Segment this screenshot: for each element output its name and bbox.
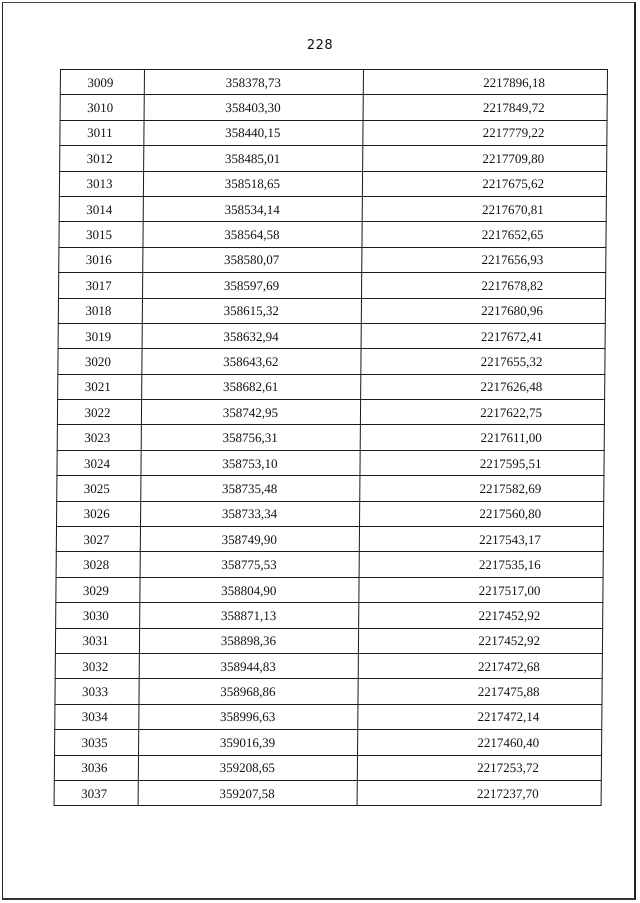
table-row xyxy=(56,603,603,628)
point-number-cell: 3032 xyxy=(55,653,139,678)
x-coordinate-cell: 358749,90 xyxy=(140,527,359,552)
point-number-cell: 3012 xyxy=(60,146,144,171)
point-number-cell: 3031 xyxy=(55,628,139,653)
y-coordinate-cell: 2217560,80 xyxy=(360,501,604,526)
table-row xyxy=(59,273,606,298)
x-coordinate-cell: 358580,07 xyxy=(143,247,362,272)
point-number-cell: 3023 xyxy=(57,425,141,450)
y-coordinate-cell: 2217656,93 xyxy=(362,247,606,272)
y-coordinate-cell: 2217517,00 xyxy=(359,577,603,602)
point-number-cell: 3021 xyxy=(58,374,142,399)
x-coordinate-cell: 358944,83 xyxy=(139,653,358,678)
y-coordinate-cell: 2217472,68 xyxy=(358,653,602,678)
point-number-cell: 3017 xyxy=(59,273,143,298)
y-coordinate-cell: 2217543,17 xyxy=(359,527,603,552)
x-coordinate-cell: 358403,30 xyxy=(144,95,363,120)
x-coordinate-cell: 358968,86 xyxy=(139,679,358,704)
y-coordinate-cell: 2217670,81 xyxy=(362,196,606,221)
x-coordinate-cell: 358804,90 xyxy=(140,577,359,602)
y-coordinate-cell: 2217652,65 xyxy=(362,222,606,247)
point-number-cell: 3036 xyxy=(54,755,138,780)
x-coordinate-cell: 358485,01 xyxy=(144,146,363,171)
point-number-cell: 3026 xyxy=(57,501,141,526)
point-number-cell: 3018 xyxy=(58,298,142,323)
x-coordinate-cell: 358753,10 xyxy=(141,450,360,475)
y-coordinate-cell: 2217622,75 xyxy=(360,400,604,425)
coordinates-table xyxy=(54,69,608,806)
x-coordinate-cell: 358534,14 xyxy=(143,196,362,221)
y-coordinate-cell: 2217595,51 xyxy=(360,450,604,475)
point-number-cell: 3025 xyxy=(57,476,141,501)
x-coordinate-cell: 358597,69 xyxy=(143,273,362,298)
table-row xyxy=(55,679,602,704)
point-number-cell: 3030 xyxy=(56,603,140,628)
x-coordinate-cell: 358643,62 xyxy=(142,349,361,374)
x-coordinate-cell: 358632,94 xyxy=(142,323,361,348)
x-coordinate-cell: 358742,95 xyxy=(141,400,360,425)
y-coordinate-cell: 2217675,62 xyxy=(362,171,606,196)
y-coordinate-cell: 2217452,92 xyxy=(359,603,603,628)
table-row xyxy=(59,196,606,221)
point-number-cell: 3027 xyxy=(56,527,140,552)
x-coordinate-cell: 358756,31 xyxy=(141,425,360,450)
table-row xyxy=(56,552,603,577)
point-number-cell: 3037 xyxy=(54,780,138,805)
point-number-cell: 3009 xyxy=(60,70,144,95)
point-number-cell: 3029 xyxy=(56,577,140,602)
y-coordinate-cell: 2217678,82 xyxy=(362,273,606,298)
table-row xyxy=(55,653,602,678)
table-row xyxy=(60,120,607,145)
y-coordinate-cell: 2217655,32 xyxy=(361,349,605,374)
table-row xyxy=(57,501,604,526)
y-coordinate-cell: 2217460,40 xyxy=(358,730,602,755)
table-row xyxy=(57,476,604,501)
page-number: 228 xyxy=(306,38,334,53)
table-row xyxy=(58,374,605,399)
table-row xyxy=(55,704,602,729)
x-coordinate-cell: 358682,61 xyxy=(142,374,361,399)
point-number-cell: 3035 xyxy=(55,730,139,755)
y-coordinate-cell: 2217472,14 xyxy=(358,704,602,729)
y-coordinate-cell: 2217672,41 xyxy=(361,323,605,348)
x-coordinate-cell: 359207,58 xyxy=(138,780,357,805)
point-number-cell: 3011 xyxy=(60,120,144,145)
x-coordinate-cell: 358615,32 xyxy=(142,298,361,323)
y-coordinate-cell: 2217582,69 xyxy=(360,476,604,501)
table-row xyxy=(58,323,605,348)
y-coordinate-cell: 2217680,96 xyxy=(361,298,605,323)
table-row xyxy=(59,222,606,247)
coordinates-table-body xyxy=(54,70,607,806)
table-row xyxy=(57,450,604,475)
table-row xyxy=(59,247,606,272)
table-row xyxy=(54,755,601,780)
y-coordinate-cell: 2217611,00 xyxy=(360,425,604,450)
y-coordinate-cell: 2217849,72 xyxy=(363,95,607,120)
x-coordinate-cell: 358775,53 xyxy=(140,552,359,577)
y-coordinate-cell: 2217253,72 xyxy=(357,755,601,780)
x-coordinate-cell: 358898,36 xyxy=(139,628,358,653)
x-coordinate-cell: 358378,73 xyxy=(144,70,363,95)
table-row xyxy=(55,730,602,755)
table-row xyxy=(60,146,607,171)
y-coordinate-cell: 2217535,16 xyxy=(359,552,603,577)
y-coordinate-cell: 2217237,70 xyxy=(357,780,601,805)
point-number-cell: 3010 xyxy=(60,95,144,120)
table-row xyxy=(57,400,604,425)
table-row xyxy=(55,628,602,653)
y-coordinate-cell: 2217626,48 xyxy=(361,374,605,399)
point-number-cell: 3013 xyxy=(59,171,143,196)
point-number-cell: 3014 xyxy=(59,196,143,221)
y-coordinate-cell: 2217779,22 xyxy=(363,120,607,145)
x-coordinate-cell: 359016,39 xyxy=(139,730,358,755)
point-number-cell: 3016 xyxy=(59,247,143,272)
table-row xyxy=(60,70,607,95)
point-number-cell: 3022 xyxy=(57,400,141,425)
point-number-cell: 3019 xyxy=(58,323,142,348)
point-number-cell: 3024 xyxy=(57,450,141,475)
table-row xyxy=(58,298,605,323)
x-coordinate-cell: 358564,58 xyxy=(143,222,362,247)
y-coordinate-cell: 2217896,18 xyxy=(363,70,607,95)
x-coordinate-cell: 358518,65 xyxy=(143,171,362,196)
y-coordinate-cell: 2217475,88 xyxy=(358,679,602,704)
x-coordinate-cell: 358440,15 xyxy=(144,120,363,145)
table-row xyxy=(56,527,603,552)
x-coordinate-cell: 358733,34 xyxy=(141,501,360,526)
point-number-cell: 3015 xyxy=(59,222,143,247)
table-row xyxy=(58,349,605,374)
point-number-cell: 3028 xyxy=(56,552,140,577)
point-number-cell: 3020 xyxy=(58,349,142,374)
table-row xyxy=(57,425,604,450)
table-row xyxy=(56,577,603,602)
y-coordinate-cell: 2217452,92 xyxy=(358,628,602,653)
table-row xyxy=(59,171,606,196)
point-number-cell: 3033 xyxy=(55,679,139,704)
x-coordinate-cell: 358996,63 xyxy=(139,704,358,729)
x-coordinate-cell: 359208,65 xyxy=(138,755,357,780)
point-number-cell: 3034 xyxy=(55,704,139,729)
table-row xyxy=(60,95,607,120)
x-coordinate-cell: 358871,13 xyxy=(140,603,359,628)
x-coordinate-cell: 358735,48 xyxy=(141,476,360,501)
table-row xyxy=(54,780,601,805)
y-coordinate-cell: 2217709,80 xyxy=(363,146,607,171)
